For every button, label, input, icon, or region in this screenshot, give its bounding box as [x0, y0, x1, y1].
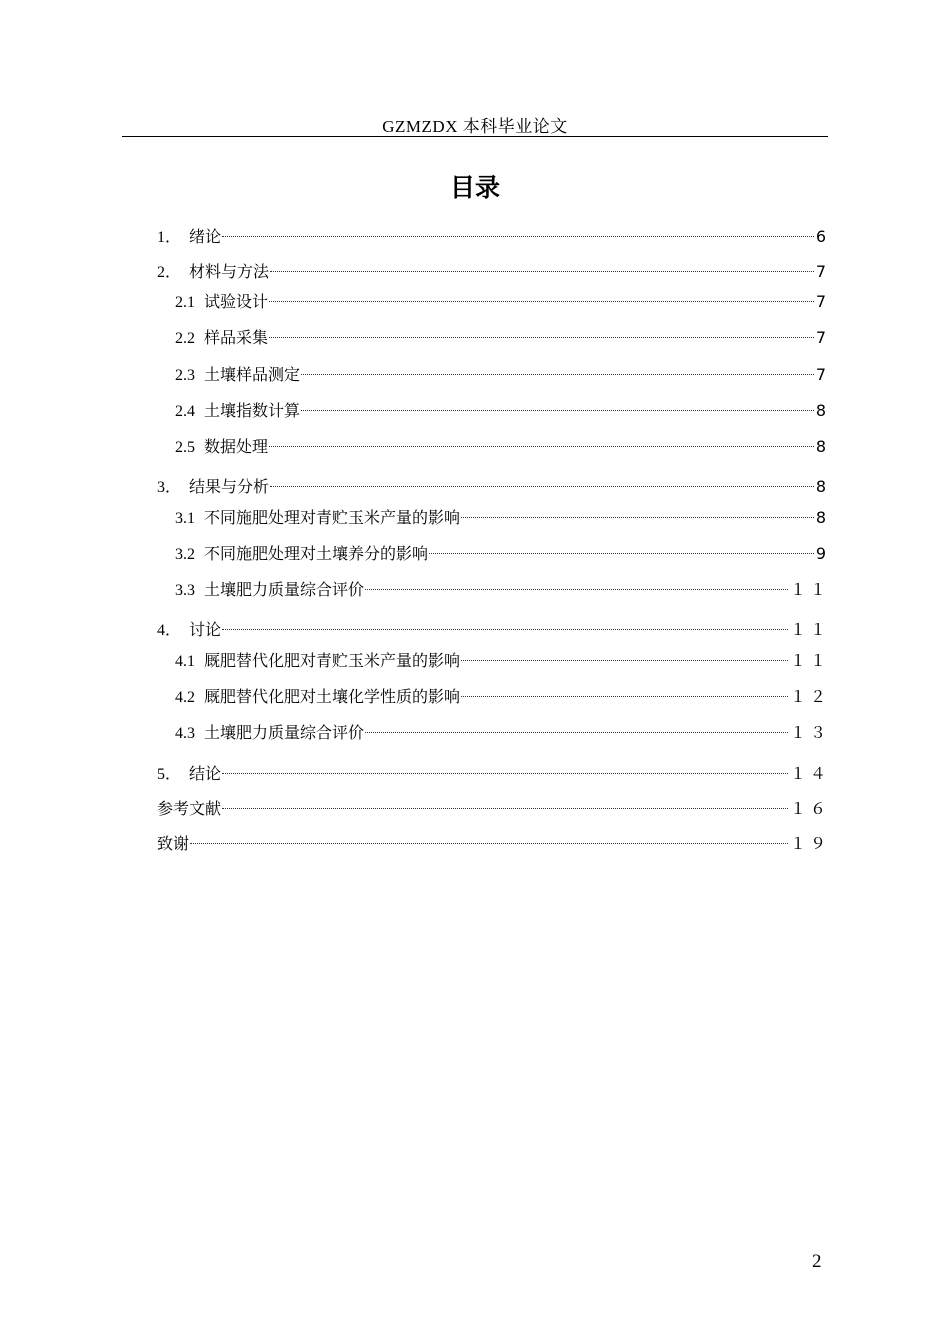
dot-leader	[269, 315, 814, 338]
toc-entry-label: 试验设计	[204, 292, 269, 311]
toc-entry-label: 土壤肥力质量综合评价	[204, 580, 365, 599]
page-number: 2	[812, 1251, 822, 1272]
toc-entry-label: 样品采集	[204, 328, 269, 347]
running-header: GZMZDX 本科毕业论文	[382, 117, 568, 136]
toc-entry-3-3[interactable]	[175, 572, 830, 599]
dot-leader	[365, 567, 788, 590]
toc-entry-number: 2．	[157, 264, 182, 281]
toc-entry-label: 致谢	[157, 834, 190, 853]
toc-entry-page: 7	[815, 292, 830, 311]
dot-leader	[270, 464, 814, 487]
toc-entry-number: 1．	[157, 229, 182, 246]
toc-entry-number: 3.3	[175, 582, 195, 599]
dot-leader	[190, 821, 788, 844]
toc-entry-number: 5．	[157, 766, 182, 783]
toc-entry-page: １１	[789, 620, 830, 639]
toc-entry-page: 9	[815, 544, 830, 563]
dot-leader	[270, 249, 814, 272]
toc-entry-number: 4．	[157, 622, 182, 639]
toc-entry-page: 7	[815, 328, 830, 347]
toc-entry-2-1[interactable]	[175, 284, 830, 311]
toc-entry-page: １２	[789, 687, 830, 706]
toc-entry-4[interactable]	[157, 612, 830, 639]
toc-entry-2-2[interactable]	[175, 320, 830, 347]
toc-entry-4-3[interactable]	[175, 715, 830, 742]
toc-entry-number: 3．	[157, 479, 182, 496]
toc-entry-references[interactable]	[157, 791, 830, 818]
dot-leader	[461, 495, 814, 518]
dot-leader	[222, 786, 788, 809]
toc-entry-3-1[interactable]	[175, 500, 830, 527]
toc-title: 目录	[449, 173, 500, 202]
dot-leader	[269, 424, 814, 447]
toc-entry-page: １４	[789, 764, 830, 783]
toc-entry-acknowledgements[interactable]	[157, 826, 830, 853]
toc-entry-label: 参考文献	[157, 799, 222, 818]
toc-entry-page: １１	[789, 651, 830, 670]
dot-leader	[429, 531, 814, 554]
toc-entry-page: 6	[815, 227, 830, 246]
toc-entry-label: 数据处理	[204, 437, 269, 456]
dot-leader	[461, 674, 788, 697]
dot-leader	[222, 214, 814, 237]
dot-leader	[301, 388, 814, 411]
toc-entry-page: 7	[815, 365, 830, 384]
toc-entry-2-4[interactable]	[175, 393, 830, 420]
toc-entry-page: １９	[789, 834, 830, 853]
toc-entry-page: 7	[815, 262, 830, 281]
toc-entry-number: 2.5	[175, 439, 195, 456]
dot-leader	[222, 751, 788, 774]
toc-entry-label: 不同施肥处理对土壤养分的影响	[204, 544, 429, 563]
toc-entry-2[interactable]	[157, 254, 830, 281]
dot-leader	[301, 352, 814, 375]
toc-entry-number: 4.1	[175, 653, 195, 670]
toc-entry-page: １３	[789, 723, 830, 742]
toc-entry-4-1[interactable]	[175, 643, 830, 670]
toc-entry-label: 土壤指数计算	[204, 401, 301, 420]
toc-entry-page: 8	[815, 508, 830, 527]
toc-entry-label: 厩肥替代化肥对青贮玉米产量的影响	[204, 651, 461, 670]
toc-entry-number: 3.2	[175, 546, 195, 563]
toc-entry-label: 材料与方法	[189, 262, 270, 281]
toc-entry-page: 8	[815, 477, 830, 496]
toc-entry-3-2[interactable]	[175, 536, 830, 563]
toc-entry-number: 4.3	[175, 725, 195, 742]
header-rule	[122, 136, 828, 137]
dot-leader	[269, 279, 814, 302]
toc-entry-label: 结果与分析	[189, 477, 270, 496]
toc-entry-label: 土壤肥力质量综合评价	[204, 723, 365, 742]
toc-entry-number: 2.4	[175, 403, 195, 420]
toc-entry-page: １１	[789, 580, 830, 599]
dot-leader	[461, 638, 788, 661]
dot-leader	[365, 710, 788, 733]
toc-entry-2-5[interactable]	[175, 429, 830, 456]
dot-leader	[222, 607, 788, 630]
toc-entry-number: 2.2	[175, 330, 195, 347]
toc-entry-4-2[interactable]	[175, 679, 830, 706]
toc-entry-1[interactable]	[157, 219, 830, 246]
toc-entry-number: 4.2	[175, 689, 195, 706]
toc-entry-number: 2.3	[175, 367, 195, 384]
toc-entry-number: 3.1	[175, 510, 195, 527]
toc-entry-5[interactable]	[157, 756, 830, 783]
toc-entry-number: 2.1	[175, 294, 195, 311]
toc-entry-2-3[interactable]	[175, 357, 830, 384]
toc-entry-label: 讨论	[189, 620, 222, 639]
toc-entry-label: 土壤样品测定	[204, 365, 301, 384]
toc-entry-label: 厩肥替代化肥对土壤化学性质的影响	[204, 687, 461, 706]
toc-entry-page: １６	[789, 799, 830, 818]
toc-entry-label: 结论	[189, 764, 222, 783]
toc-entry-page: 8	[815, 401, 830, 420]
toc-entry-3[interactable]	[157, 469, 830, 496]
toc-entry-page: 8	[815, 437, 830, 456]
toc-entry-label: 绪论	[189, 227, 222, 246]
toc-entry-label: 不同施肥处理对青贮玉米产量的影响	[204, 508, 461, 527]
